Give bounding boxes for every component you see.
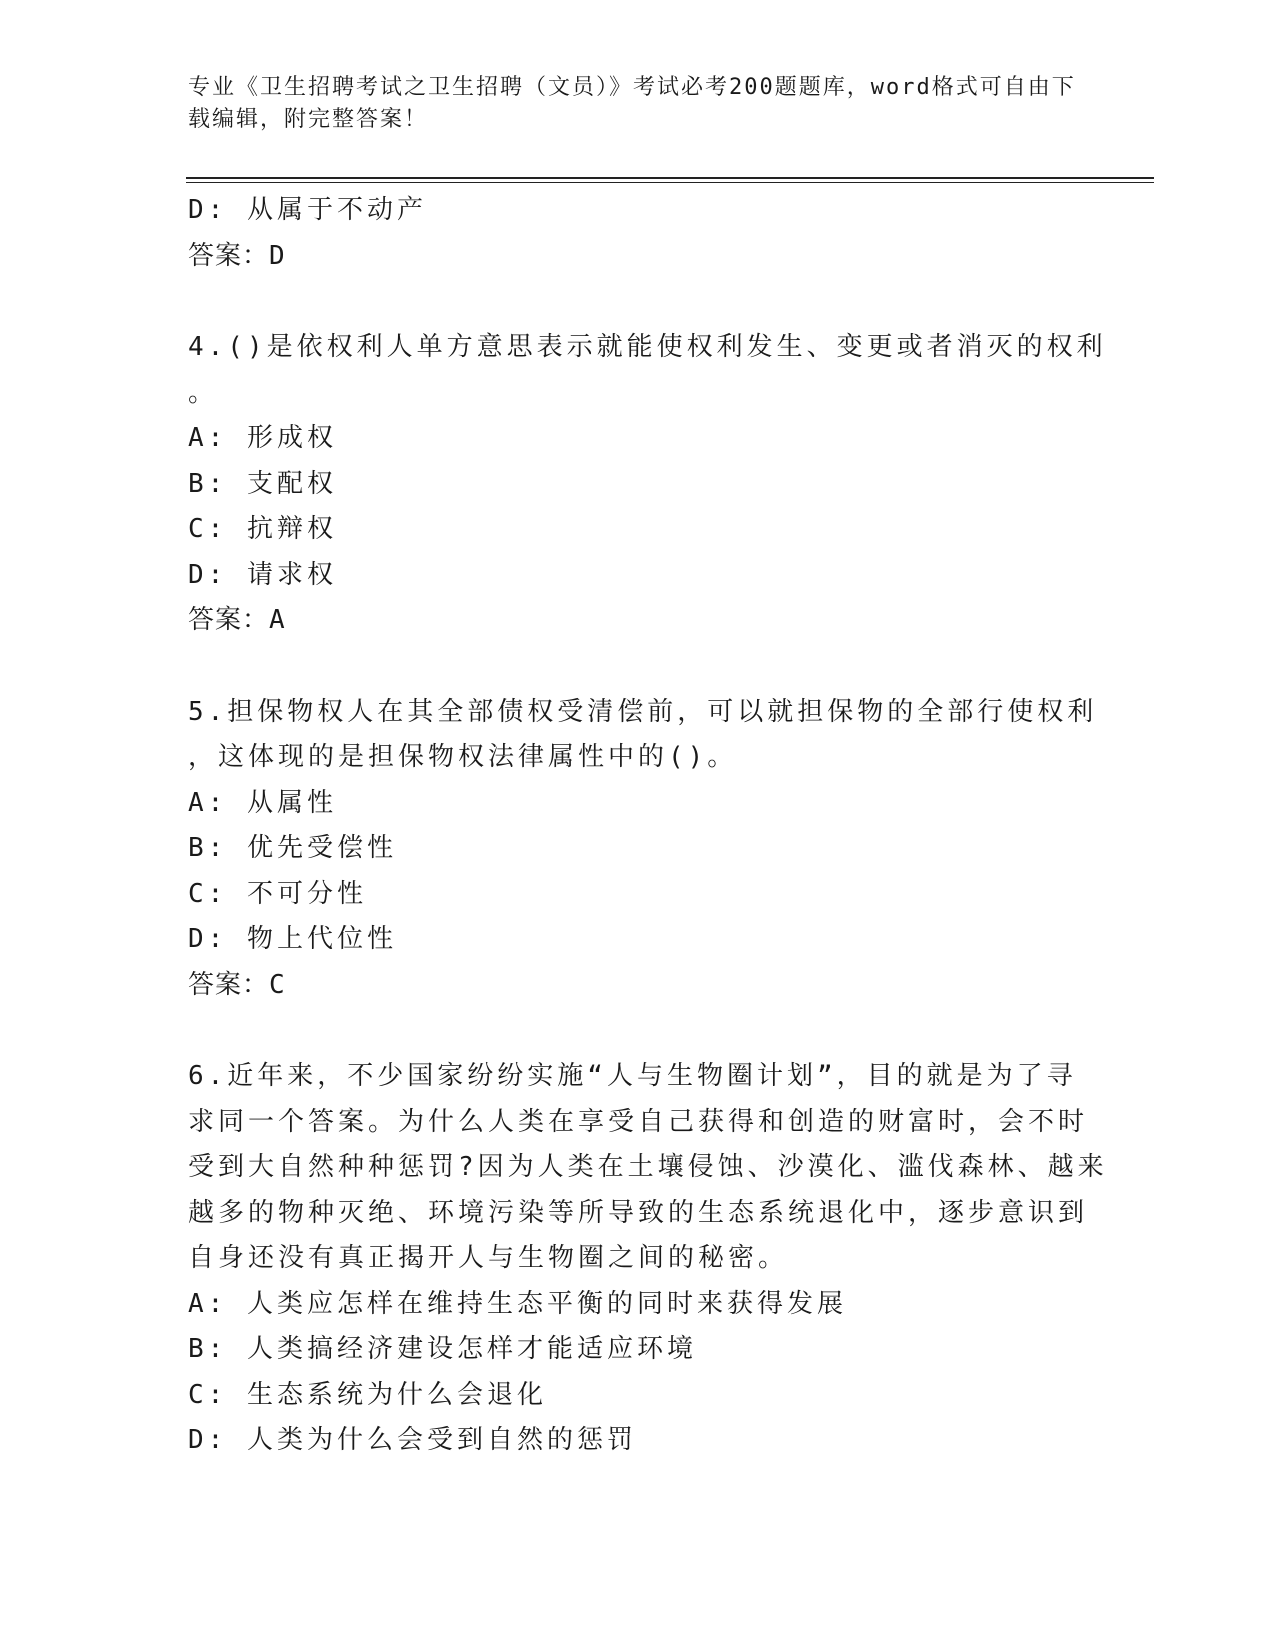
question-5 [188,690,1098,1009]
answer [188,963,1068,1009]
answer-prev [188,234,1068,280]
question-stem: 受到大自然种种惩罚?因为人类在土壤侵蚀、沙漠化、滥伐森林、越来 [188,1152,1108,1182]
answer-value: C [269,969,286,1000]
answer-label: 答案： [188,605,270,635]
option-b: B: 支配权 [188,468,337,499]
option-a: A: 形成权 [188,423,337,453]
answer-value: A [269,605,286,635]
header-divider-thick [186,177,1154,179]
question-stem: ，这体现的是担保物权法律属性中的()。 [188,742,738,772]
answer-label: 答案： [188,240,270,271]
header-divider-thin [186,182,1154,183]
option-c: C: 不可分性 [188,878,367,909]
header-text: 专业《卫生招聘考试之卫生招聘（文员）》考试必考200题题库，word格式可自由下载编辑，附完整答案！ [188,75,1076,132]
option-b: B: 人类搞经济建设怎样才能适应环境 [188,1334,697,1364]
option-c: C: 生态系统为什么会退化 [188,1379,547,1410]
option-d-prev: D: 从属于不动产 [188,195,427,225]
document-body [188,188,1108,1464]
question-stem: 自身还没有真正揭开人与生物圈之间的秘密。 [188,1243,789,1273]
answer-label: 答案： [188,969,270,1000]
option-d: D: 人类为什么会受到自然的惩罚 [188,1425,637,1455]
question-stem: 6.近年来，不少国家纷纷实施“人与生物圈计划”，目的就是为了寻 [188,1061,1077,1091]
question-stem: 越多的物种灭绝、环境污染等所导致的生态系统退化中，逐步意识到 [188,1197,1089,1228]
answer [188,598,1068,644]
option-d: D: 请求权 [188,559,337,590]
question-stem: 5.担保物权人在其全部债权受清偿前，可以就担保物的全部行使权利 [188,696,1098,727]
option-b: B: 优先受偿性 [188,833,397,863]
question-stem: 求同一个答案。为什么人类在享受自己获得和创造的财富时，会不时 [188,1106,1089,1137]
option-d: D: 物上代位性 [188,924,397,954]
option-a: A: 从属性 [188,787,337,818]
option-a: A: 人类应怎样在维持生态平衡的同时来获得发展 [188,1288,847,1319]
question-4 [188,325,1107,644]
document-header [188,72,1088,136]
option-c: C: 抗辩权 [188,514,337,544]
question-stem: 4.()是依权利人单方意思表示就能使权利发生、变更或者消灭的权利 [188,332,1107,362]
question-6 [188,1054,1108,1464]
answer-value: D [269,240,286,271]
question-stem: 。 [188,377,219,408]
